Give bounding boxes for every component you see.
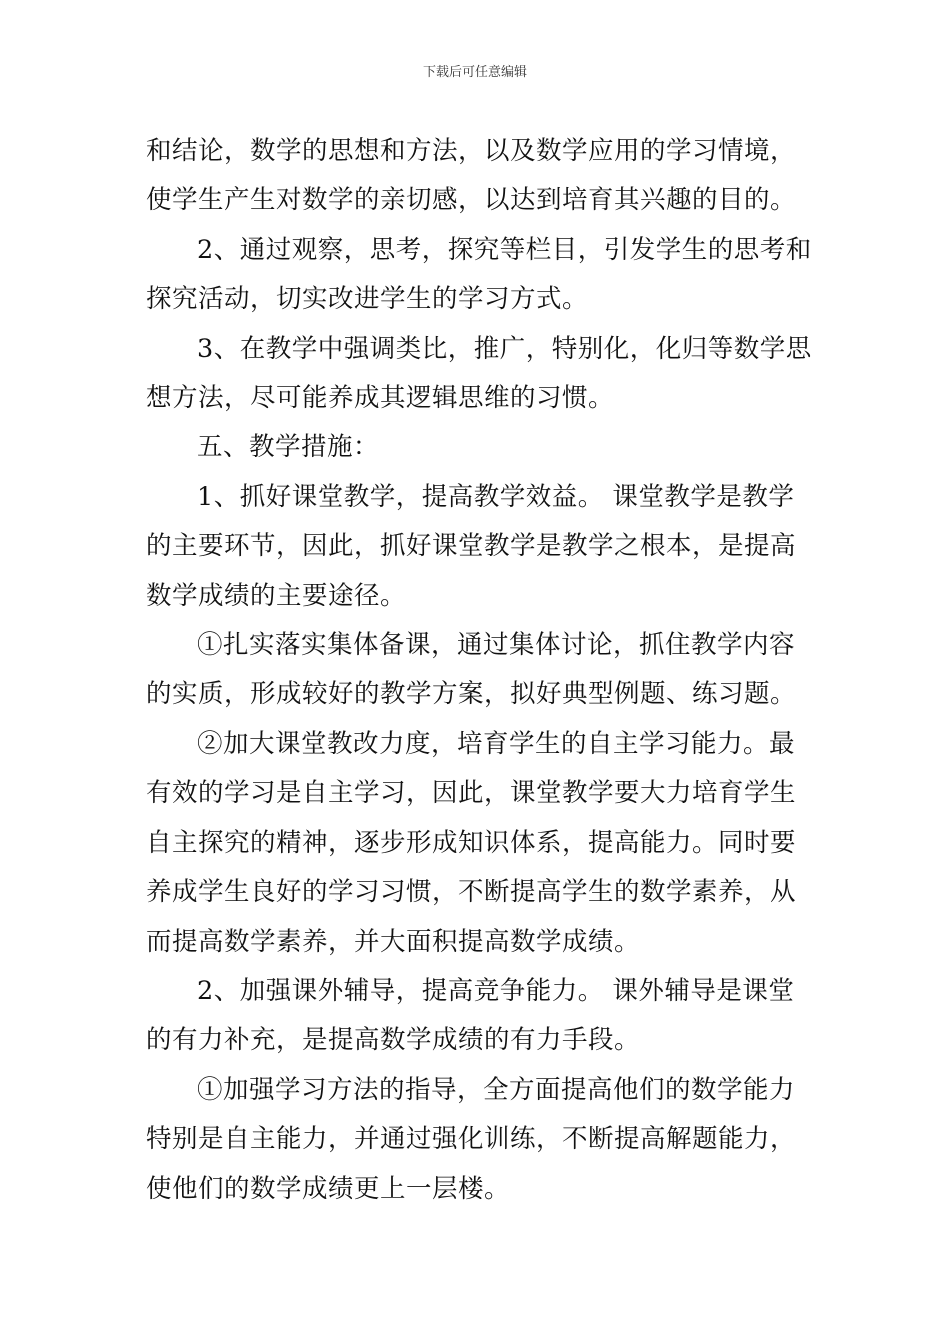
text-line: ①扎实落实集体备课，通过集体讨论，抓住教学内容 (197, 630, 796, 661)
text-line: ②加大课堂教改力度，培育学生的自主学习能力。最 (197, 728, 796, 759)
text-line: 2、加强课外辅导，提高竞争能力。 课外辅导是课堂 (197, 975, 795, 1006)
text-line: ①加强学习方法的指导，全方面提高他们的数学能力 (197, 1074, 796, 1105)
text-line: 有效的学习是自主学习，因此，课堂教学要大力培育学生 (146, 778, 797, 809)
text-line: 的实质，形成较好的教学方案，拟好典型例题、练习题。 (146, 679, 797, 710)
text-line: 养成学生良好的学习习惯，不断提高学生的数学素养，从 (146, 877, 797, 908)
text-line: 1、抓好课堂教学，提高教学效益。 课堂教学是教学 (197, 481, 795, 512)
text-line: 探究活动，切实改进学生的学习方式。 (146, 284, 589, 315)
text-line: 自主探究的精神，逐步形成知识体系，提高能力。同时要 (146, 827, 797, 858)
text-line: 想方法，尽可能养成其逻辑思维的习惯。 (146, 383, 615, 414)
page-header: 下载后可任意编辑 (422, 65, 527, 80)
text-line: 的有力补充，是提高数学成绩的有力手段。 (146, 1025, 641, 1056)
text-line: 和结论，数学的思想和方法，以及数学应用的学习情境， (146, 136, 797, 166)
text-line: 特别是自主能力，并通过强化训练，不断提高解题能力， (146, 1124, 797, 1155)
document-body (146, 127, 814, 1214)
text-line: 数学成绩的主要途径。 (146, 580, 407, 611)
text-line: 使他们的数学成绩更上一层楼。 (146, 1173, 511, 1204)
text-line: 3、在教学中强调类比，推广，特别化，化归等数学思 (197, 333, 812, 364)
text-line: 使学生产生对数学的亲切感，以达到培育其兴趣的目的。 (146, 185, 797, 216)
text-line: 的主要环节，因此，抓好课堂教学是教学之根本，是提高 (146, 531, 797, 562)
text-line: 2、通过观察，思考，探究等栏目，引发学生的思考和 (197, 234, 812, 265)
section-heading: 五、教学措施： (197, 432, 380, 463)
text-line: 而提高数学素养，并大面积提高数学成绩。 (146, 926, 641, 957)
